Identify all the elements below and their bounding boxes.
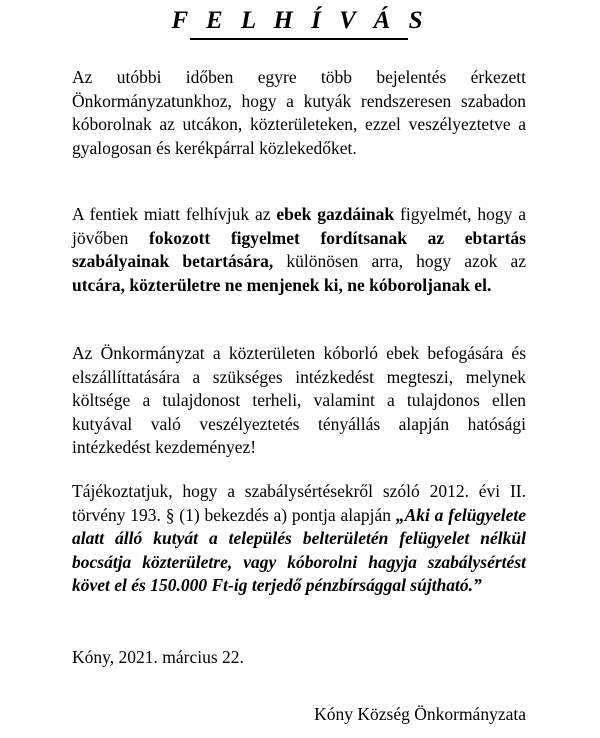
signature: Kóny Község Önkormányzata (314, 704, 526, 724)
appeal-bold-rules: fokozott figyelmet fordítsanak az ebtartás szabályainak betartására, (72, 227, 526, 272)
appeal-text-1: A fentiek miatt felhívjuk az (72, 204, 277, 224)
appeal-text-3: különösen arra, hogy azok az (273, 251, 527, 272)
paragraph-appeal (72, 203, 526, 297)
law-text: Tájékoztatjuk, hogy a szabálysértésekről szóló 2012. évi II. törvény 193. § (1) bekezdés a) pontja alapján (72, 481, 526, 525)
paragraph-reports: Az utóbbi időben egyre több bejelentés érkezett Önkormányzatunkhoz, hogy a kutyák rendszeresen szabadon kóborolnak az utcákon, közterületeken, ezzel veszélyeztetve a gyalogosan és kerékpárral közlekedőket. (72, 67, 526, 158)
paragraph-law (72, 480, 526, 598)
notice-title: F E L H Í V Á S (171, 7, 429, 34)
date-line: Kóny, 2021. március 22. (72, 647, 244, 667)
appeal-bold-owners: ebek gazdáinak (276, 204, 395, 224)
appeal-text-2: figyelmét, hogy a jövőben (72, 204, 526, 248)
title-underline (190, 38, 408, 40)
law-quote: „Aki a felügyelete alatt álló kutyát a település belterületén felügyelet nélkül bocsátja közterületre, vagy kóborolni hagyja szabálysértést követ el és 150.000 Ft-ig terjedő pénzbírsággal sújtható.” (72, 504, 526, 596)
paragraph-measures: Az Önkormányzat a közterületen kóborló ebek befogására és elszállíttatására a szükséges intézkedést megteszi, melynek költsége a tulajdonost terheli, valamint a tulajdonos ellen kutyával való veszélyeztetés tényállás alapján hatósági intézkedést kezdeményez! (72, 343, 526, 458)
appeal-bold-street: utcára, közterületre ne menjenek ki, ne kóboroljanak el. (72, 274, 492, 295)
